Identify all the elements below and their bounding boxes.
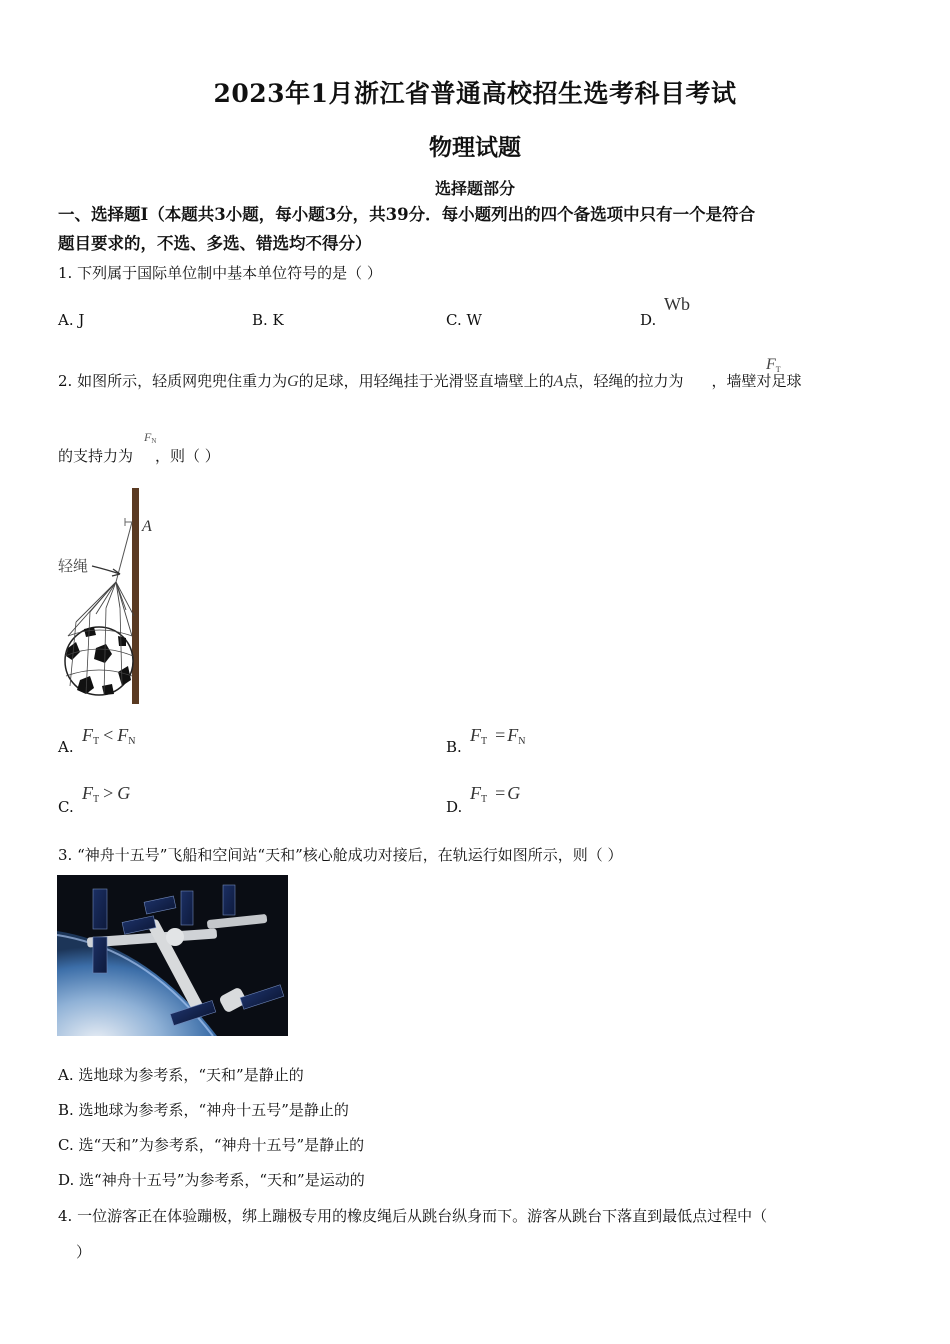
q1-option-d[interactable] [640, 311, 656, 329]
q2-football-figure [56, 486, 166, 708]
q2-option-a-expr: $F_T < F_N$ [82, 725, 136, 747]
q1-option-a[interactable]: A. J [58, 311, 85, 329]
paper-subtitle: 物理试题 [429, 134, 521, 161]
rope-arrow [92, 566, 120, 574]
exam-title: 2023年1月浙江省普通高校招生选考科目考试 [213, 79, 737, 108]
q1-option-d-value: Wb [664, 294, 690, 314]
rope-label: 轻绳 [58, 557, 89, 575]
point-a-label: A [142, 518, 152, 535]
section-line-1: 一、选择题Ⅰ（本题共3小题，每小题3分，共39分．每小题列出的四个备选项中只有一个是符合 [58, 205, 756, 224]
q2-option-b[interactable] [446, 738, 462, 756]
q2-option-b-label: B. [446, 738, 462, 756]
q1-option-d-label: D. [640, 311, 657, 329]
q2-stem-text-1: 2. 如图所示，轻质网兜兜住重力为 [58, 372, 288, 390]
q1-option-b[interactable]: B. K [252, 311, 284, 329]
q3-space-station-photo [57, 875, 288, 1036]
q2-option-d[interactable] [446, 798, 462, 816]
q2-option-c-label: C. [58, 798, 74, 816]
wall [132, 488, 139, 704]
q2-option-c[interactable] [58, 798, 74, 816]
q2-stem-text-2: 的足球，用轻绳挂于光滑竖直墙壁上的 [298, 372, 554, 390]
q3-option-b[interactable]: B. 选地球为参考系，“神舟十五号”是静止的 [58, 1101, 349, 1119]
section-instructions [58, 200, 898, 258]
section-line-2: 题目要求的，不选、多选、错选均不得分） [58, 234, 372, 253]
q1-option-c[interactable]: C. W [446, 311, 482, 329]
q2-stem-ft: FT [766, 356, 781, 374]
part-heading: 选择题部分 [434, 179, 515, 198]
q4-stem-line1: 4. 一位游客正在体验蹦极，绑上蹦极专用的橡皮绳后从跳台纵身而下。游客从跳台下落直到最低点过程中（ [58, 1207, 768, 1225]
q2-stem-line1 [58, 370, 801, 391]
q3-option-d[interactable]: D. 选“神舟十五号”为参考系，“天和”是运动的 [58, 1171, 365, 1189]
q2-option-a-label: A. [58, 738, 74, 756]
q2-stem-text-3: 点，轻绳的拉力为 [563, 372, 684, 390]
q2-stem-line2 [58, 445, 220, 466]
q2-stem-text-5: 的支持力为 [58, 447, 134, 465]
q3-option-a[interactable]: A. 选地球为参考系，“天和”是静止的 [58, 1066, 304, 1084]
q2-stem-text-4: ，墙壁对足球 [711, 372, 802, 390]
q4-stem-line2: ） [76, 1243, 92, 1261]
q2-option-d-label: D. [446, 798, 463, 816]
q2-symbol-g: G [287, 373, 299, 390]
q2-stem-text-6: ，则（ ） [155, 447, 220, 465]
q2-symbol-a: A [553, 373, 564, 390]
q3-option-c[interactable]: C. 选“天和”为参考系，“神舟十五号”是静止的 [58, 1136, 365, 1154]
q3-stem: 3. “神舟十五号”飞船和空间站“天和”核心舱成功对接后，在轨运行如图所示，则（ ） [58, 846, 623, 864]
q2-option-d-expr: $F_T = G$ [470, 783, 521, 805]
q2-option-a[interactable] [58, 738, 74, 756]
q2-stem-fn: FN [144, 430, 157, 445]
q2-option-c-expr: $F_T > G$ [82, 783, 131, 805]
q2-option-b-expr: $F_T = F_N$ [470, 725, 526, 747]
q1-stem: 1. 下列属于国际单位制中基本单位符号的是（ ） [58, 264, 382, 282]
